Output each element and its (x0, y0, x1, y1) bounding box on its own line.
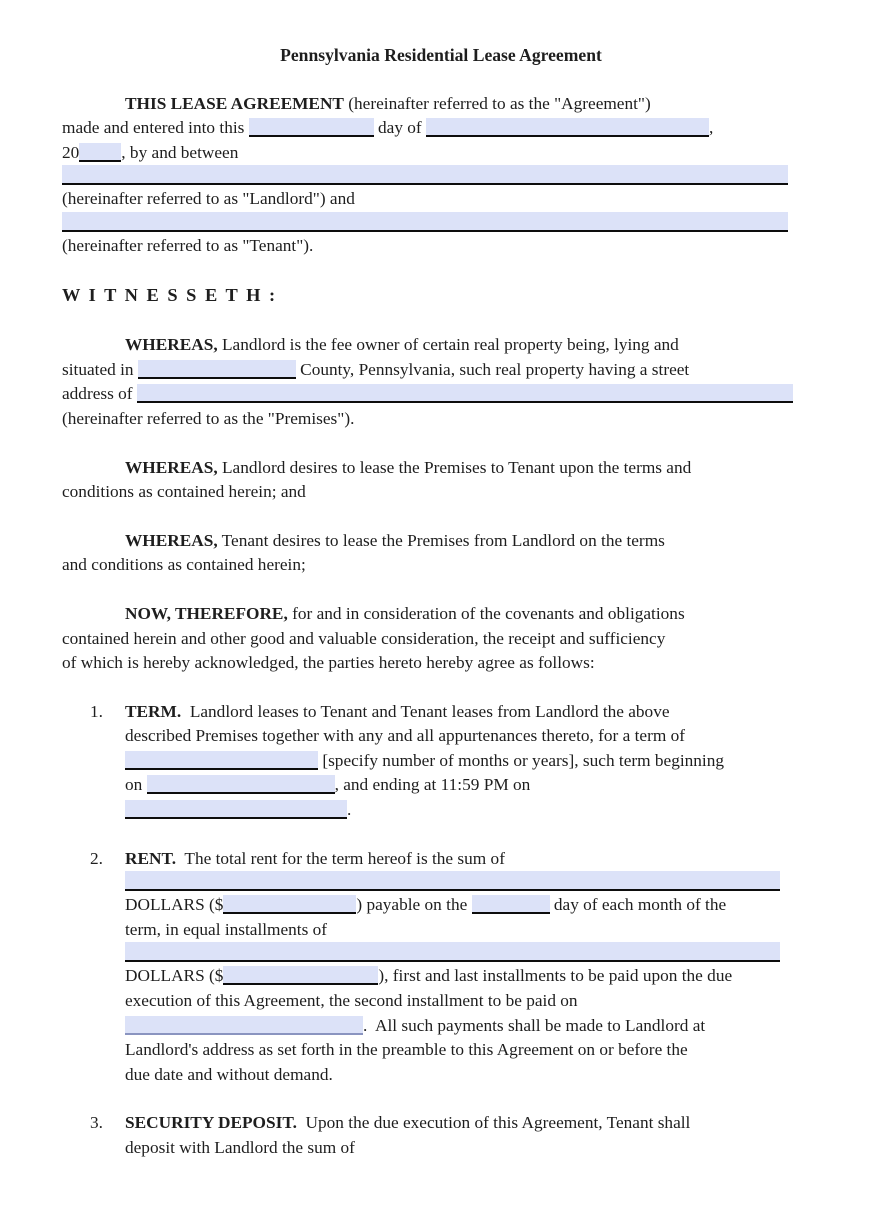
rent-line-2 (125, 893, 820, 918)
whereas2-lead: WHEREAS, (125, 457, 218, 477)
rent-l2-mid: ) payable on the (356, 895, 472, 915)
rent-l4-pre: DOLLARS ($ (125, 966, 224, 986)
document-title: Pennsylvania Residential Lease Agreement (280, 45, 602, 65)
whereas3-line-2 (62, 553, 820, 578)
whereas3-lead: WHEREAS, (125, 530, 218, 550)
whereas-clause-3 (62, 529, 820, 578)
security-heading: SECURITY DEPOSIT. (125, 1113, 297, 1133)
section-security-body (125, 1111, 820, 1160)
intro-line-3 (62, 141, 820, 166)
rent-l2-post: day of each month of the (549, 895, 727, 915)
rent-line-3 (125, 918, 820, 943)
rent-l1: The total rent for the term hereof is the sum of (176, 848, 505, 868)
intro-l2-end: , (709, 118, 714, 138)
whereas3-l1: Tenant desires to lease the Premises from Landlord on the terms (217, 530, 665, 550)
rent-line-1 (125, 847, 820, 872)
section-rent-body (125, 847, 820, 1088)
intro-lead: THIS LEASE AGREEMENT (125, 93, 344, 113)
whereas-clause-2 (62, 456, 820, 505)
field-day[interactable] (249, 118, 374, 137)
rent-l8: due date and without demand. (125, 1064, 333, 1084)
term-l4-pre: on (125, 775, 147, 795)
rent-line-5 (125, 989, 820, 1014)
whereas3-line-1 (62, 529, 820, 554)
field-payment-day[interactable] (472, 895, 550, 914)
whereas1-l4: (hereinafter referred to as the "Premises"). (62, 408, 355, 428)
therefore-line-2 (62, 627, 820, 652)
whereas1-l3-pre: address of (62, 384, 137, 404)
field-installment-words[interactable] (125, 942, 780, 962)
section-term-body (125, 700, 820, 823)
whereas2-line-1 (62, 456, 820, 481)
section-security-deposit (62, 1111, 820, 1160)
rent-line-8 (125, 1063, 820, 1088)
section-rent (62, 847, 820, 1088)
rent-line-7 (125, 1038, 820, 1063)
term-line-1 (125, 700, 820, 725)
whereas1-line-2 (62, 358, 820, 383)
rent-l6-post: . All such payments shall be made to Landlord at (363, 1015, 706, 1035)
term-line-2 (125, 724, 820, 749)
rent-heading: RENT. (125, 848, 177, 868)
term-line-3 (125, 749, 820, 774)
security-l1: Upon the due execution of this Agreement, Tenant shall (296, 1113, 691, 1133)
therefore-l1: for and in consideration of the covenants and obligations (287, 603, 685, 623)
security-l2: deposit with Landlord the sum of (125, 1138, 355, 1157)
intro-l2-pre: made and entered into this (62, 118, 249, 138)
whereas2-l1: Landlord desires to lease the Premises to Tenant upon the terms and (217, 457, 692, 477)
term-heading: TERM. (125, 701, 182, 721)
intro-l3-post: , by and between (121, 142, 239, 162)
whereas-clause-1 (62, 333, 820, 431)
section-term-number: 1. (90, 701, 103, 721)
section-rent-number: 2. (90, 848, 103, 868)
landlord-ref-line (62, 187, 820, 212)
therefore-line-1 (62, 602, 820, 627)
field-second-installment-date[interactable] (125, 1016, 363, 1035)
term-line-5 (125, 798, 820, 823)
intro-lead-rest: (hereinafter referred to as the "Agreement") (343, 93, 651, 113)
term-l4-post: , and ending at 11:59 PM on (334, 775, 531, 795)
rent-l7: Landlord's address as set forth in the preamble to this Agreement on or before the (125, 1040, 688, 1060)
field-month[interactable] (426, 118, 709, 137)
security-line-2 (125, 1136, 820, 1161)
whereas1-line-3 (62, 382, 820, 407)
term-l2: described Premises together with any and all appurtenances thereto, for a term of (125, 726, 685, 746)
intro-paragraph (62, 92, 820, 259)
whereas1-line-1 (62, 333, 820, 358)
field-year[interactable] (79, 143, 121, 162)
field-street-address[interactable] (137, 384, 793, 403)
field-installment-amount[interactable] (223, 966, 378, 985)
intro-line-2 (62, 116, 820, 141)
field-total-rent-amount[interactable] (223, 895, 356, 914)
whereas1-l1: Landlord is the fee owner of certain real property being, lying and (217, 335, 679, 355)
security-line-1 (125, 1111, 820, 1136)
tenant-ref-line (62, 234, 820, 259)
field-term-end-date[interactable] (125, 800, 347, 819)
term-l3-post: [specify number of months or years], such term beginning (318, 750, 725, 770)
field-term-start-date[interactable] (147, 775, 335, 794)
witnesseth-heading: W I T N E S S E T H : (62, 284, 278, 305)
whereas2-l2: conditions as contained herein; and (62, 482, 306, 502)
whereas2-line-2 (62, 480, 820, 505)
rent-l5: execution of this Agreement, the second installment to be paid on (125, 991, 578, 1011)
term-line-4 (125, 773, 820, 798)
section-security-number: 3. (90, 1113, 103, 1133)
rent-l4-post: ), first and last installments to be paid upon the due (378, 966, 733, 986)
field-tenant-name[interactable] (62, 212, 788, 232)
whereas1-l2-post: County, Pennsylvania, such real property having a street (295, 359, 690, 379)
whereas1-l2-pre: situated in (62, 359, 138, 379)
rent-l3: term, in equal installments of (125, 919, 328, 939)
now-therefore-paragraph (62, 602, 820, 676)
term-l5-post: . (347, 800, 352, 820)
field-county[interactable] (138, 360, 296, 379)
rent-line-6 (125, 1014, 820, 1039)
therefore-line-3 (62, 651, 820, 676)
intro-line-1 (62, 92, 820, 117)
whereas3-l2: and conditions as contained herein; (62, 555, 306, 575)
tenant-ref-text: (hereinafter referred to as "Tenant"). (62, 235, 314, 255)
rent-line-4 (125, 964, 820, 989)
whereas1-line-4 (62, 407, 820, 432)
intro-l3-pre: 20 (62, 142, 80, 162)
therefore-lead: NOW, THEREFORE, (125, 603, 288, 623)
term-l1: Landlord leases to Tenant and Tenant leases from Landlord the above (181, 701, 670, 721)
rent-l2-pre: DOLLARS ($ (125, 895, 224, 915)
field-total-rent-words[interactable] (125, 871, 780, 891)
therefore-l2: contained herein and other good and valuable consideration, the receipt and sufficiency (62, 628, 666, 648)
intro-l2-mid: day of (373, 118, 426, 138)
landlord-ref-text: (hereinafter referred to as "Landlord") and (62, 189, 355, 209)
field-term-length[interactable] (125, 751, 318, 770)
therefore-l3: of which is hereby acknowledged, the parties hereto hereby agree as follows: (62, 653, 595, 673)
whereas1-lead: WHEREAS, (125, 335, 218, 355)
field-landlord-name[interactable] (62, 165, 788, 185)
section-term (62, 700, 820, 823)
